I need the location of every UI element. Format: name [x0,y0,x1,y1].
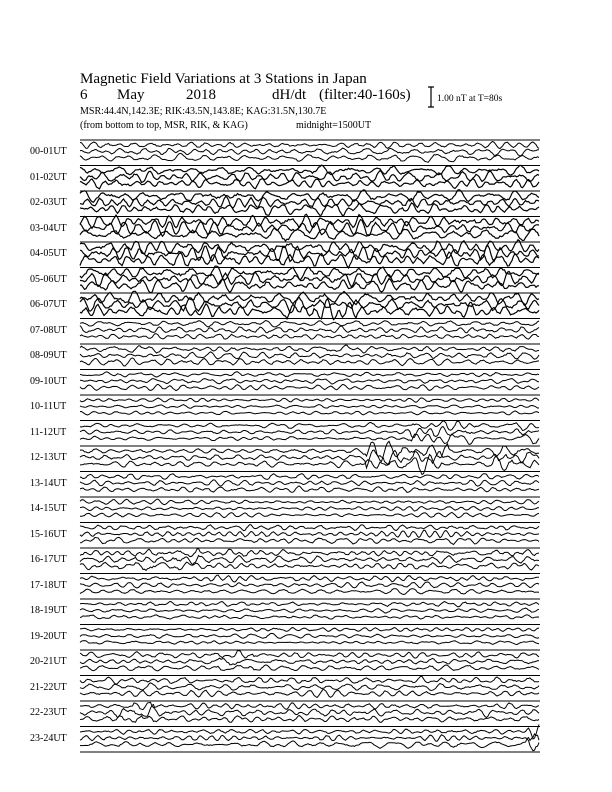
station-coordinates: MSR:44.4N,142.3E; RIK:43.5N,143.8E; KAG:31.5N,130.7E [80,106,327,117]
trace-rik [80,427,539,438]
trace-kag [80,398,539,402]
trace-kag [80,165,539,175]
hour-label: 06-07UT [30,299,67,310]
hour-label: 03-04UT [30,222,67,234]
date-month: May [117,87,145,103]
trace-msr [80,512,539,517]
trace-msr [80,411,539,415]
midnight-note: midnight=1500UT [296,120,372,131]
trace-rik [80,608,539,613]
trace-rik [80,556,539,565]
hour-label: 02-03UT [30,197,67,208]
hour-label: 14-15UT [30,503,67,514]
trace-msr [80,689,539,697]
trace-rik [80,530,539,537]
trace-msr [80,486,539,492]
hour-label: 19-20UT [30,630,67,642]
trace-msr [80,434,539,444]
trace-msr [80,384,539,390]
trace-kag [80,266,539,280]
trace-rik [80,379,539,385]
hour-label: 18-19UT [30,605,67,616]
hour-label: 20-21UT [30,656,67,667]
hour-label: 00-01UT [30,146,67,157]
trace-kag [80,676,539,684]
trace-msr [80,334,539,340]
trace-kag [80,499,539,505]
hour-label: 17-18UT [30,579,67,591]
trace-msr [80,665,539,671]
scale-bar-label: 1.00 nT at T=80s [437,94,503,104]
hour-label: 04-05UT [30,248,67,259]
trace-kag [80,548,539,556]
hour-label: 21-22UT [30,681,67,693]
trace-rik [80,450,539,468]
trace-msr [80,615,539,619]
hour-label: 11-12UT [30,426,67,438]
hour-label: 09-10UT [30,375,67,387]
trace-rik [80,658,539,665]
trace-rik [80,326,539,333]
trace-rik [80,197,539,208]
trace-msr [80,739,539,751]
trace-kag [80,372,539,377]
trace-kag [80,525,539,531]
hour-label: 22-23UT [30,707,67,718]
trace-msr [80,228,539,241]
hour-label: 01-02UT [30,171,67,183]
trace-kag [80,321,539,327]
trace-rik [80,734,539,741]
trace-msr [80,589,539,595]
trace-kag [80,601,539,606]
hour-label: 13-14UT [30,477,67,489]
hour-label: 05-06UT [30,273,67,285]
trace-rik [80,582,539,588]
trace-kag [80,575,539,582]
trace-rik [80,352,539,359]
trace-msr [80,562,539,570]
trace-kag [80,650,539,658]
trace-msr [80,641,539,645]
hour-label: 10-11UT [30,401,67,412]
trace-kag [80,421,539,431]
scale-bar [428,87,434,107]
trace-order-note: (from bottom to top, MSR, RIK, & KAG) [80,120,248,131]
hour-label: 12-13UT [30,452,67,463]
trace-rik [80,633,539,638]
trace-kag [80,474,539,480]
hour-label: 07-08UT [30,324,67,336]
trace-kag [80,628,539,632]
trace-msr [80,537,539,544]
trace-rik [80,705,539,718]
trace-msr [80,716,539,723]
filter-label: (filter:40-160s) [319,87,411,103]
trace-kag [80,142,539,149]
trace-rik [80,683,539,691]
trace-rik [80,507,539,512]
hour-label: 15-16UT [30,528,67,540]
date-year: 2018 [186,87,216,103]
date-day: 6 [80,87,88,103]
trace-kag [80,702,539,709]
chart-title: Magnetic Field Variations at 3 Stations in Japan [80,71,367,87]
hour-label: 23-24UT [30,732,67,744]
hour-label: 16-17UT [30,554,67,565]
hour-label: 08-09UT [30,350,67,361]
trace-msr [80,358,539,366]
trace-kag [80,345,539,353]
trace-rik [80,405,539,409]
trace-rik [80,148,539,156]
trace-rik [80,480,539,486]
quantity-label: dH/dt [272,87,307,103]
